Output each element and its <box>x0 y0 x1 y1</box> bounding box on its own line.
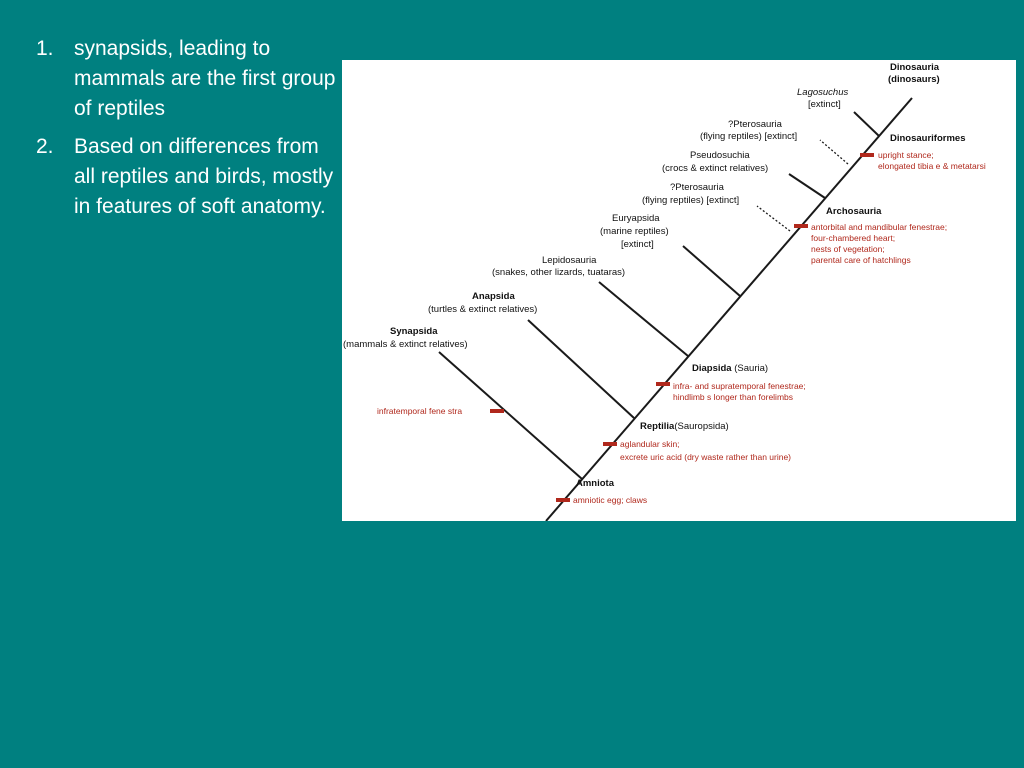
branch-anapsida <box>528 320 634 418</box>
label-pseudosuchia: Pseudosuchia <box>690 150 750 161</box>
bullet-text: Based on differences from all reptiles and birds, mostly in features of soft anatomy. <box>74 135 334 218</box>
label-pseudosuchia-sub: (crocs & extinct relatives) <box>662 163 769 174</box>
trait-reptilia-1: aglandular skin; <box>620 439 680 449</box>
label-anapsida: Anapsida <box>472 291 515 302</box>
label-reptilia-name: Reptilia <box>640 421 675 432</box>
label-archosauria: Archosauria <box>826 206 882 217</box>
label-synapsida-sub: (mammals & extinct relatives) <box>343 339 468 350</box>
label-dinosauria-sub: (dinosaurs) <box>888 74 940 85</box>
branch-lagosuchus <box>854 112 879 136</box>
bullet-list <box>36 34 336 230</box>
branch-euryapsida <box>683 246 740 296</box>
label-lepidosauria-sub: (snakes, other lizards, tuataras) <box>492 267 626 278</box>
label-pterosauria-a-sub: (flying reptiles) [extinct] <box>700 131 798 142</box>
label-lepidosauria: Lepidosauria <box>542 255 597 266</box>
bullet-number: 1. <box>36 37 54 60</box>
branch-lepidosauria <box>599 282 688 356</box>
trait-diapsida-1: infra- and supratemporal fenestrae; <box>673 381 806 391</box>
trait-reptilia-2: excrete uric acid (dry waste rather than urine) <box>620 452 792 462</box>
cladogram-figure <box>342 60 1016 521</box>
trait-amniota-1: amniotic egg; claws <box>573 495 648 505</box>
label-lagosuchus: Lagosuchus <box>797 87 849 98</box>
trait-dinosauriformes-1: upright stance; <box>878 150 934 160</box>
label-diapsida-name: Diapsida <box>692 363 732 374</box>
bullet-text: synapsids, leading to mammals are the first group of reptiles <box>74 37 336 120</box>
branch-pseudosuchia <box>789 174 825 198</box>
label-dinosauria: Dinosauria <box>890 62 940 73</box>
label-amniota: Amniota <box>576 478 614 489</box>
trait-diapsida-2: hindlimb s longer than forelimbs <box>673 392 794 402</box>
bullet-number: 2. <box>36 135 54 158</box>
branch-pterosauria-b <box>757 206 790 231</box>
label-anapsida-sub: (turtles & extinct relatives) <box>428 304 538 315</box>
cladogram-svg <box>342 60 1016 521</box>
label-euryapsida: Euryapsida <box>612 213 660 224</box>
label-reptilia <box>640 421 729 432</box>
label-pterosauria-b-sub: (flying reptiles) [extinct] <box>642 195 740 206</box>
bullet-item <box>36 132 336 222</box>
branch-pterosauria-a <box>820 140 848 164</box>
label-pterosauria-b: ?Pterosauria <box>670 182 724 193</box>
label-euryapsida-sub2: [extinct] <box>621 239 654 250</box>
label-pterosauria-a: ?Pterosauria <box>728 119 782 130</box>
label-synapsida: Synapsida <box>390 326 438 337</box>
label-reptilia-alt: (Sauropsida) <box>674 421 729 432</box>
bullet-item <box>36 34 336 124</box>
label-euryapsida-sub: (marine reptiles) <box>600 226 669 237</box>
trait-archosauria-1: antorbital and mandibular fenestrae; <box>811 222 948 232</box>
label-lagosuchus-sub: [extinct] <box>808 99 841 110</box>
label-diapsida <box>692 363 768 374</box>
label-dinosauriformes: Dinosauriformes <box>890 133 966 144</box>
trait-archosauria-4: parental care of hatchlings <box>811 255 911 265</box>
trait-archosauria-2: four-chambered heart; <box>811 233 896 243</box>
trait-synapsida-1: infratemporal fene stra <box>377 406 463 416</box>
label-diapsida-alt: (Sauria) <box>734 363 769 374</box>
trait-dinosauriformes-2: elongated tibia e & metatarsi <box>878 161 986 171</box>
trait-archosauria-3: nests of vegetation; <box>811 244 885 254</box>
